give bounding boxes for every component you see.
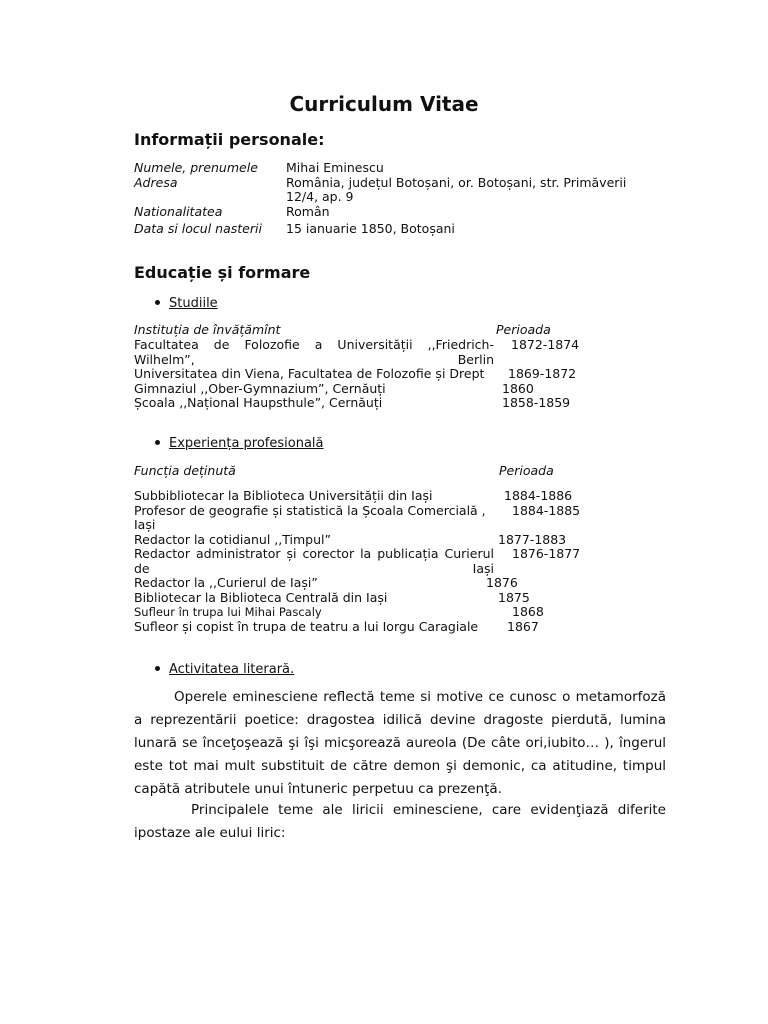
literary-bullet [155, 662, 294, 677]
studies-col-institution: Instituția de învățămînt [134, 322, 281, 337]
list-item [134, 591, 604, 606]
literary-label: Activitatea literară. [169, 662, 295, 677]
list-item [134, 605, 604, 620]
list-item [134, 382, 604, 397]
list-item-text: Redactor la cotidianul ,,Timpul” [134, 531, 331, 547]
info-value: 15 ianuarie 1850, Botoșani [286, 221, 455, 236]
list-item-period: 1875 [498, 589, 530, 605]
list-item [134, 338, 604, 367]
list-item-period: 1869-1872 [508, 366, 577, 381]
info-value: Român [286, 203, 330, 219]
studies-bullet [155, 296, 218, 311]
list-item [134, 489, 604, 504]
experience-label: Experiența profesională [169, 436, 324, 451]
list-item [134, 396, 604, 411]
list-item [134, 367, 604, 382]
education-heading: Educație și formare [134, 263, 311, 282]
bullet-dot-icon [155, 440, 160, 445]
personal-info-table [134, 161, 654, 237]
info-row-birth [134, 222, 654, 237]
list-item-period: 1858-1859 [502, 395, 571, 410]
studies-col-period: Perioada [496, 322, 551, 337]
list-item-text: Profesor de geografie și statistică la Școala Comercială , Iași [134, 502, 486, 532]
literary-paragraph-1: Operele eminesciene reflectă teme si motive ce cunosc o metamorfoză a reprezentării poetice: dragostea idilică devine dragoste pierdută, lumina lunară se înceţoşează şi îşi micşorează aureola (De câte ori,iubito… ), îngerul este tot mai mult substituit de către demon şi demonic, ca atitudine, timpul capătă atributele unui întuneric perpetuu ca prezenţă. [134, 689, 666, 797]
list-item [134, 620, 604, 635]
list-item-period: 1860 [502, 380, 534, 396]
list-item-period: 1868 [512, 604, 544, 619]
experience-list [134, 464, 604, 634]
bullet-dot-icon [155, 300, 160, 305]
studies-list [134, 323, 604, 411]
info-label: Data si locul nasterii [134, 221, 262, 236]
info-label: Adresa [134, 174, 178, 190]
info-row-nationality [134, 205, 654, 220]
experience-header [134, 464, 604, 479]
experience-col-function: Funcția deținută [134, 463, 236, 478]
experience-col-period: Perioada [499, 463, 554, 478]
studies-label: Studiile [169, 296, 218, 311]
list-item-text: Subbibliotecar la Biblioteca Universității din Iași [134, 488, 433, 503]
info-row-address [134, 176, 654, 205]
list-item-text: Sufleor și copist în trupa de teatru a lui Iorgu Caragiale [134, 618, 479, 634]
list-item-period: 1877-1883 [498, 531, 567, 547]
literary-paragraph-2: Principalele teme ale liricii eminesciene, care evidenţiază diferite ipostaze ale eului liric: [134, 802, 666, 841]
info-label: Nationalitatea [134, 203, 223, 219]
list-item [134, 533, 604, 548]
list-item-period: 1876-1877 [512, 546, 581, 561]
list-item [134, 576, 604, 591]
info-label: Numele, prenumele [134, 160, 258, 175]
list-item-period: 1876 [486, 575, 518, 590]
studies-header [134, 323, 604, 338]
list-item-text: Gimnaziul ,,Ober-Gymnazium”, Cernăuți [134, 380, 386, 396]
list-item-text: Universitatea din Viena, Facultatea de Folozofie și Drept [134, 366, 485, 381]
experience-bullet [155, 436, 324, 451]
list-item [134, 504, 604, 533]
list-item-text: Sufleur în trupa lui Mihai Pascaly [134, 605, 322, 619]
info-value: România, județul Botoșani, or. Botoșani, str. Primăverii 12/4, ap. 9 [286, 174, 627, 204]
list-item-period: 1884-1886 [504, 488, 573, 503]
list-item-text: Școala ,,Național Haupsthule”, Cernăuți [134, 395, 383, 410]
list-item-period: 1872-1874 [511, 337, 580, 352]
list-item-period: 1884-1885 [512, 502, 581, 518]
list-item-text: Redactor la ,,Curierul de Iași” [134, 575, 318, 590]
list-item-text: Bibliotecar la Biblioteca Centrală din Iași [134, 589, 388, 605]
document-title: Curriculum Vitae [289, 92, 479, 116]
list-item-text: Redactor administrator și corector la publicația Curierul de Iași [134, 546, 494, 576]
info-row-name [134, 161, 654, 176]
personal-info-heading: Informații personale: [134, 130, 325, 149]
bullet-dot-icon [155, 666, 160, 671]
info-value: Mihai Eminescu [286, 160, 384, 175]
list-item-period: 1867 [507, 618, 539, 634]
list-item-text: Facultatea de Folozofie a Universității ,,Friedrich-Wilhelm”, Berlin [134, 337, 494, 367]
list-item [134, 547, 604, 576]
